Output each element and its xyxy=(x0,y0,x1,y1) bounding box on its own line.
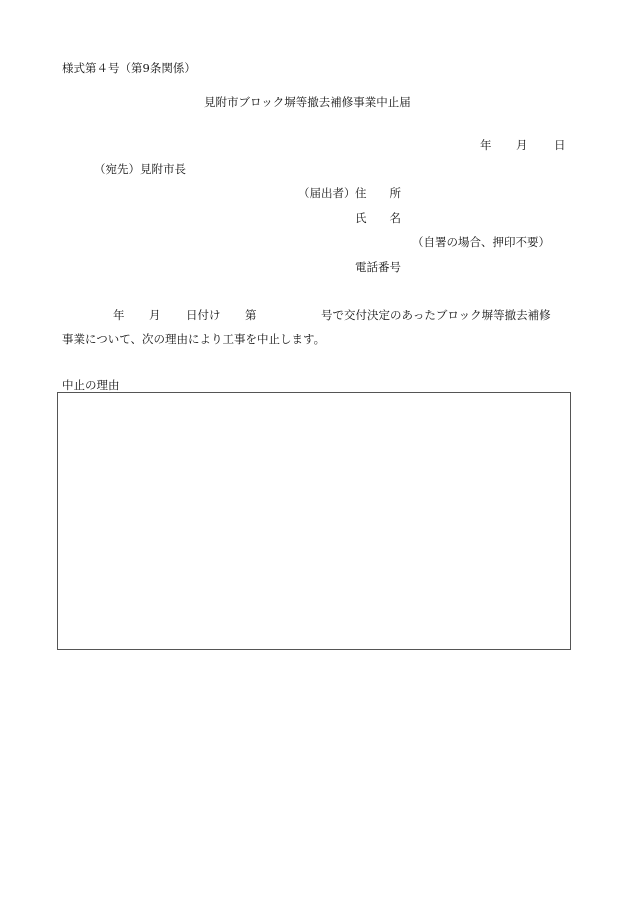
body-line1-text: 号で交付決定のあったブロック塀等撤去補修 xyxy=(321,308,551,322)
body-line2-text: 事業について、次の理由により工事を中止します。 xyxy=(62,332,326,346)
body-month-label: 月 xyxy=(149,308,161,322)
body-number-prefix: 第 xyxy=(245,308,257,322)
form-number: 様式第４号（第9条関係） xyxy=(62,61,196,75)
phone-label: 電話番号 xyxy=(355,260,401,274)
addressee: （宛先）見附市長 xyxy=(94,162,186,176)
date-day-label: 日 xyxy=(554,138,566,152)
address-label: 住 所 xyxy=(355,186,401,200)
reason-label: 中止の理由 xyxy=(62,378,120,392)
body-year-label: 年 xyxy=(113,308,125,322)
name-label: 氏 名 xyxy=(355,211,401,225)
document-title: 見附市ブロック塀等撤去補修事業中止届 xyxy=(204,95,411,109)
date-month-label: 月 xyxy=(516,138,528,152)
date-year-label: 年 xyxy=(480,138,492,152)
reason-input-box[interactable] xyxy=(57,392,571,650)
notifier-label: （届出者） xyxy=(298,186,356,200)
body-dated-label: 日付け xyxy=(186,308,221,322)
signature-note: （自署の場合、押印不要） xyxy=(412,235,550,249)
